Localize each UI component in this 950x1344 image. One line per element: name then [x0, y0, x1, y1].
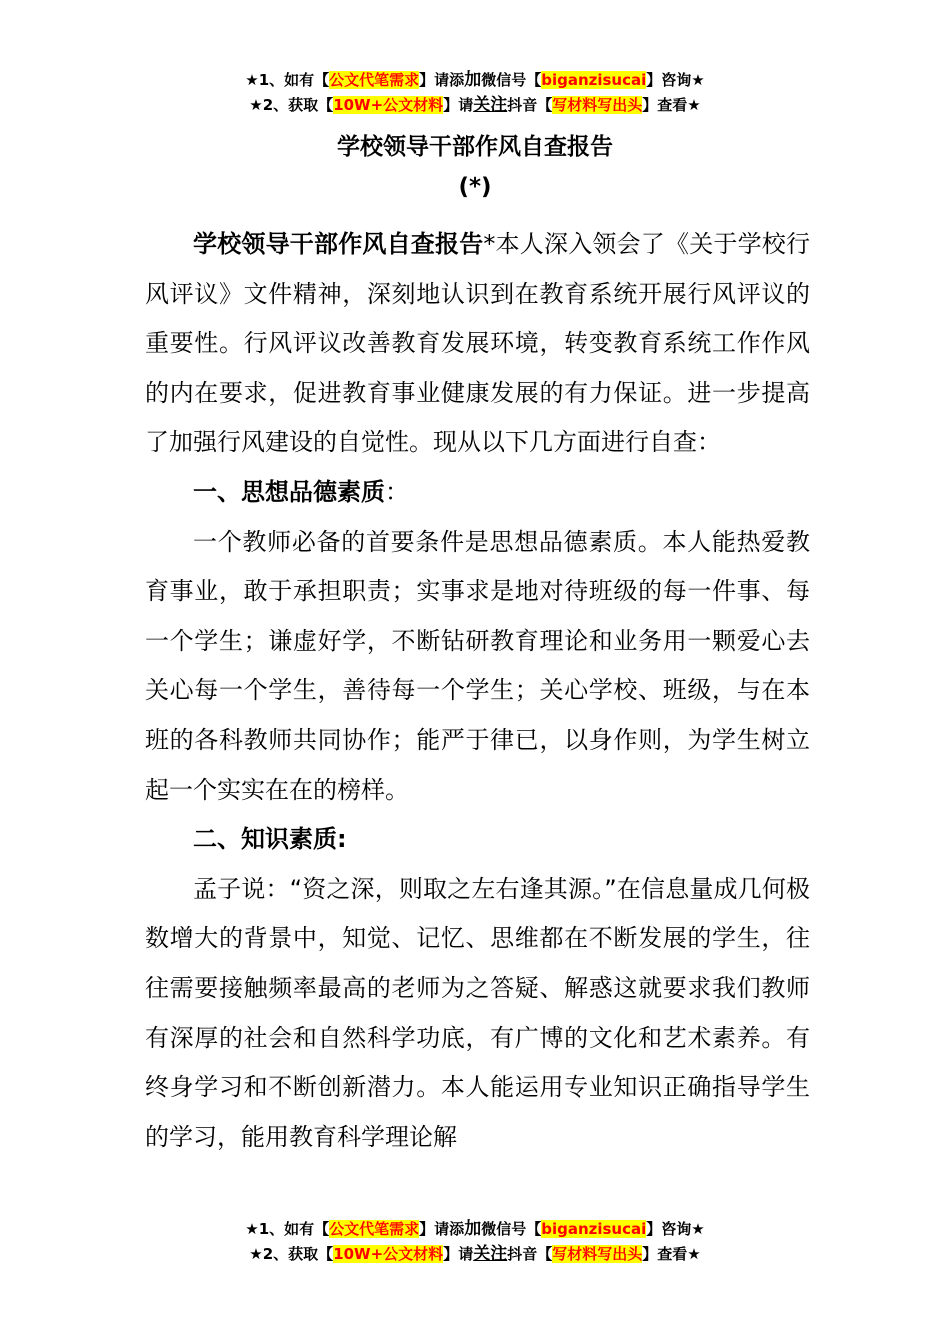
promo-text: 】咨询★	[646, 1220, 705, 1238]
promo-text: 抖音【	[507, 96, 553, 114]
promo-text: 】请添	[419, 71, 465, 89]
promo-emphasis: 关注	[473, 95, 508, 115]
document-body	[145, 220, 810, 1162]
section-1-colon: ：	[385, 477, 409, 506]
promo-line-2	[0, 1242, 950, 1267]
promo-emphasis: 关注	[473, 1244, 508, 1264]
promo-line-1	[0, 1217, 950, 1242]
promo-text: 】查看★	[642, 96, 701, 114]
document-title: 学校领导干部作风自查报告	[337, 134, 613, 160]
promo-highlight: biganzisucai	[541, 1220, 647, 1238]
promo-text: 】请	[443, 96, 474, 114]
promo-text: 微信号【	[481, 1220, 542, 1238]
promo-text: ★2、获取【	[249, 96, 334, 114]
promo-text: ★1、如有【	[245, 1220, 330, 1238]
promo-emphasis: 加	[464, 70, 482, 90]
intro-bold-title: 学校领导干部作风自查报告	[193, 230, 484, 258]
promo-text: 】请	[443, 1245, 474, 1263]
promo-line-2	[0, 93, 950, 118]
promo-text: 抖音【	[507, 1245, 553, 1263]
promo-text: ★2、获取【	[249, 1245, 334, 1263]
promo-text: 】请添	[419, 1220, 465, 1238]
promo-text: 】咨询★	[646, 71, 705, 89]
section-2-heading: 二、知识素质:	[193, 825, 347, 854]
promo-highlight: 10W+公文材料	[333, 1245, 444, 1263]
promo-highlight: 写材料写出头	[552, 96, 643, 114]
promo-banner-top	[0, 68, 950, 118]
intro-paragraph	[145, 220, 810, 468]
intro-text: *本人深入领会了《关于学校行风评议》文件精神，深刻地认识到在教育系统开展行风评议的重要性。行风评议改善教育发展环境，转变教育系统工作作风的内在要求，促进教育事业健康发展的有力保证。进一步提高了加强行风建设的自觉性。现从以下几方面进行自查：	[145, 230, 811, 457]
promo-highlight: 写材料写出头	[552, 1245, 643, 1263]
section-1-heading-text: 一、思想品德素质	[193, 477, 385, 506]
section-1-paragraph: 一个教师必备的首要条件是思想品德素质。本人能热爱教育事业，敢于承担职责；实事求是地对待班级的每一件事、每一个学生；谦虚好学，不断钻研教育理论和业务用一颗爱心去关心每一个学生，善待每一个学生；关心学校、班级，与在本班的各科教师共同协作；能严于律已，以身作则，为学生树立起一个实实在在的榜样。	[145, 527, 810, 804]
promo-highlight: biganzisucai	[541, 71, 647, 89]
section-1-heading	[145, 468, 810, 518]
promo-highlight: 公文代笔需求	[329, 1220, 420, 1238]
promo-banner-bottom	[0, 1217, 950, 1267]
promo-text: 】查看★	[642, 1245, 701, 1263]
promo-text: 微信号【	[481, 71, 542, 89]
promo-emphasis: 加	[464, 1219, 482, 1239]
promo-line-1	[0, 68, 950, 93]
document-subtitle: (*)	[458, 174, 492, 200]
section-2-paragraph: 孟子说：“资之深，则取之左右逢其源。”在信息量成几何极数增大的背景中，知觉、记忆、思维都在不断发展的学生，往往需要接触频率最高的老师为之答疑、解惑这就要求我们教师有深厚的社会和自然科学功底，有广博的文化和艺术素养。有终身学习和不断创新潜力。本人能运用专业知识正确指导学生的学习，能用教育科学理论解	[145, 874, 810, 1151]
promo-highlight: 10W+公文材料	[333, 96, 444, 114]
promo-text: ★1、如有【	[245, 71, 330, 89]
promo-highlight: 公文代笔需求	[329, 71, 420, 89]
